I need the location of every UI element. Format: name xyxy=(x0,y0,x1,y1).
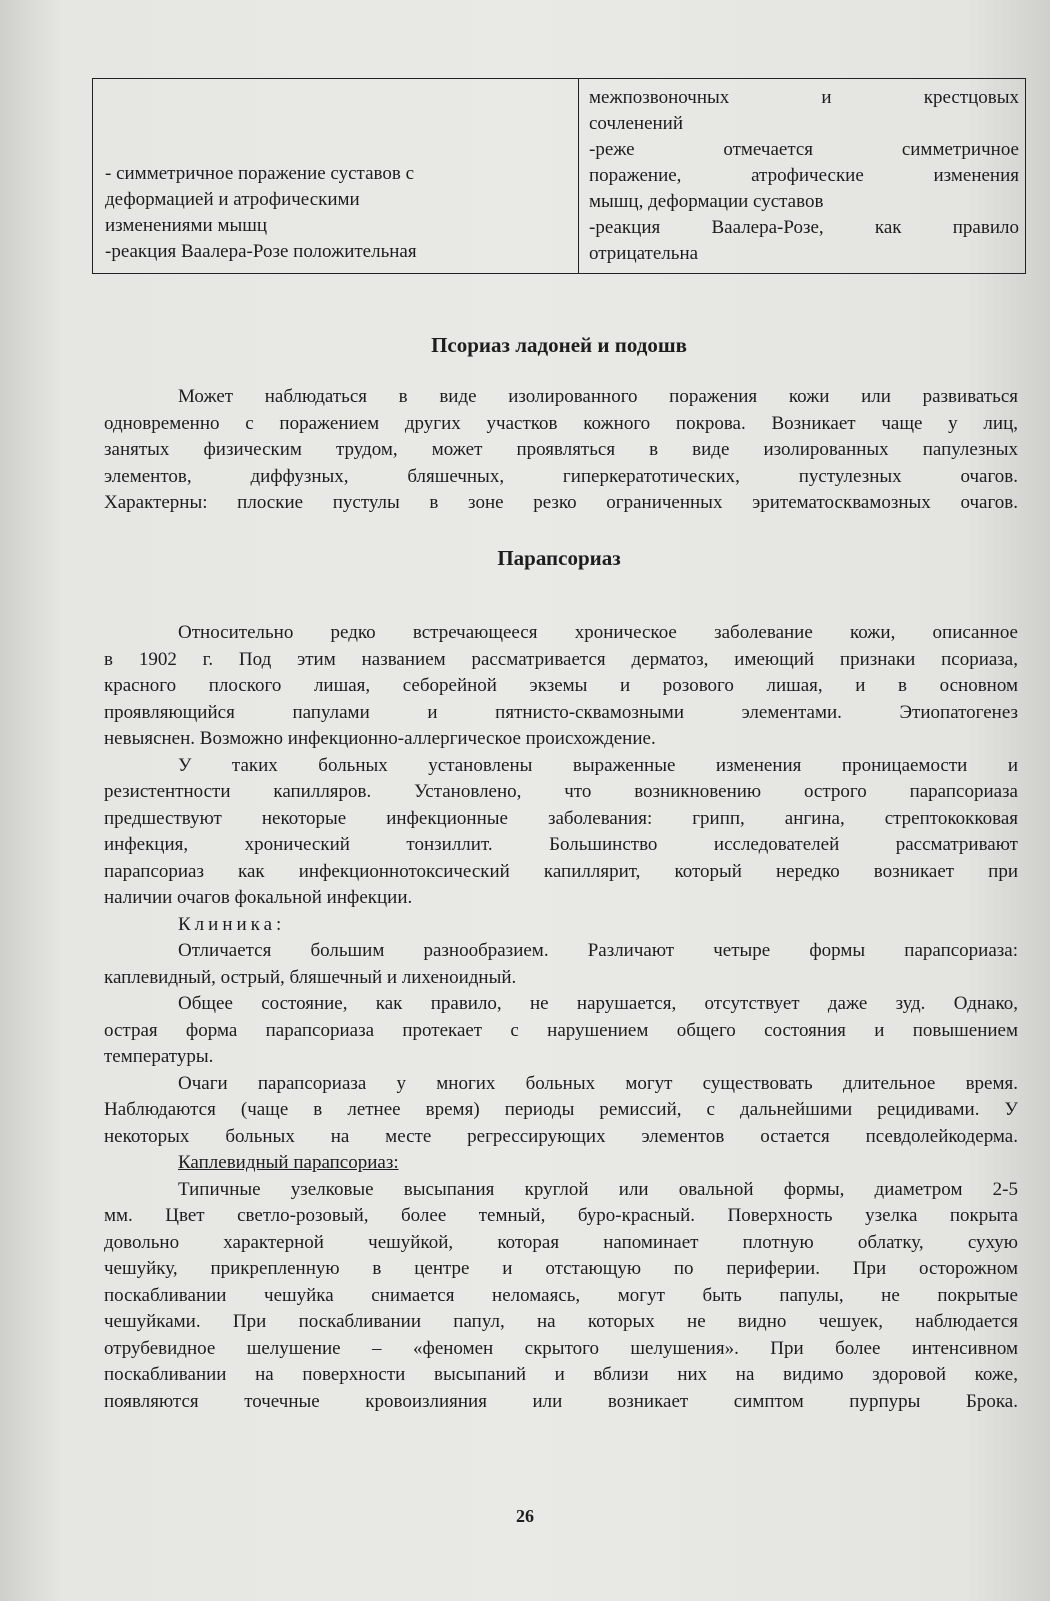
text-line: поскабливании чешуйка снимается неломаясь, могут быть папулы, не покрытые xyxy=(104,1284,1018,1306)
section-body-palms-psoriasis xyxy=(104,384,1018,517)
text-line: Типичные узелковые высыпания круглой или овальной формы, диаметром 2-5 xyxy=(178,1178,1018,1200)
text-line: резистентности капилляров. Установлено, что возникновению острого парапсориаза xyxy=(104,781,1018,802)
table-line: сочленений xyxy=(589,113,684,134)
text-line: Наблюдаются (чаще в летнее время) периоды ремиссий, с дальнейшими рецидивами. У xyxy=(104,1099,1018,1120)
text-line: У таких больных установлены выраженные изменения проницаемости и xyxy=(178,754,1018,776)
text-line: красного плоского лишая, себорейной экземы и розового лишая, и в основном xyxy=(104,675,1018,696)
text-line: Очаги парапсориаза у многих больных могут существовать длительное время. xyxy=(178,1072,1018,1094)
table-line: -реже отмечается симметричное xyxy=(589,139,1019,160)
section-title-palms-psoriasis: Псориаз ладоней и подошв xyxy=(431,333,687,357)
text-line: проявляющийся папулами и пятнисто-сквамозными элементами. Этиопатогенез xyxy=(104,701,1018,723)
text-line: чешуйками. При поскабливании папул, на которых не видно чешуек, наблюдается xyxy=(104,1311,1018,1332)
text-line: занятых физическим трудом, может проявляться в виде изолированных папулезных xyxy=(104,439,1018,460)
subheading-text: Каплевидный парапсориаз: xyxy=(178,1152,399,1173)
text-line: элементов, диффузных, бляшечных, гиперкератотических, пустулезных очагов. xyxy=(104,465,1018,487)
subheading-clinic: Клиника: xyxy=(178,913,286,935)
text-line: парапсориаз как инфекционнотоксический капиллярит, который нередко возникает при xyxy=(104,860,1018,882)
section-title-parapsoriasis: Парапсориаз xyxy=(497,546,621,570)
text-line: отрубевидное шелушение – «феномен скрытого шелушения». При более интенсивном xyxy=(104,1337,1018,1359)
table-line: -реакция Ваалера-Розе, как правило xyxy=(589,217,1019,238)
table-line: отрицательна xyxy=(589,243,699,264)
comparison-table xyxy=(92,78,1026,274)
text-line: температуры. xyxy=(104,1046,214,1067)
text-line: Относительно редко встречающееся хроническое заболевание кожи, описанное xyxy=(178,622,1018,643)
text-line: инфекция, хронический тонзиллит. Большинство исследователей рассматривают xyxy=(104,834,1018,855)
text-line: Может наблюдаться в виде изолированного поражения кожи или развиваться xyxy=(178,386,1018,407)
table-line: деформацией и атрофическими xyxy=(105,189,360,210)
text-line: Общее состояние, как правило, не нарушается, отсутствует даже зуд. Однако, xyxy=(178,993,1018,1014)
text-line: поскабливании на поверхности высыпаний и вблизи них на видимо здоровой коже, xyxy=(104,1364,1018,1385)
text-line: предшествуют некоторые инфекционные заболевания: грипп, ангина, стрептококковая xyxy=(104,807,1018,829)
text-line: в 1902 г. Под этим названием рассматривается дерматоз, имеющий признаки псориаза, xyxy=(104,648,1018,670)
page-number: 26 xyxy=(516,1506,534,1526)
table-line: - симметричное поражение суставов с xyxy=(105,163,415,184)
table-line: мышц, деформации суставов xyxy=(589,191,824,212)
text-line: мм. Цвет светло-розовый, более темный, буро-красный. Поверхность узелка покрыта xyxy=(104,1205,1018,1226)
section-body-parapsoriasis xyxy=(104,620,1018,1415)
text-line: довольно характерной чешуйкой, которая напоминает плотную облатку, сухую xyxy=(104,1231,1018,1253)
text-line: появляются точечные кровоизлияния или возникает симптом пурпуры Брока. xyxy=(104,1390,1018,1412)
text-line: Характерны: плоские пустулы в зоне резко ограниченных эритематосквамозных очагов. xyxy=(104,492,1018,513)
table-cell-right xyxy=(579,79,1025,273)
text-line: некоторых больных на месте регрессирующих элементов остается псевдолейкодерма. xyxy=(104,1125,1018,1147)
text-line: невыяснен. Возможно инфекционно-аллергическое происхождение. xyxy=(104,728,656,749)
text-line: острая форма парапсориаза протекает с нарушением общего состояния и повышением xyxy=(104,1019,1018,1041)
text-line: чешуйку, прикрепленную в центре и отстающую по периферии. При осторожном xyxy=(104,1258,1018,1279)
table-line: -реакция Ваалера-Розе положительная xyxy=(105,241,417,262)
text-line: Отличается большим разнообразием. Различают четыре формы парапсориаза: xyxy=(178,940,1018,961)
table-line: поражение, атрофические изменения xyxy=(589,165,1019,186)
table-cell-left xyxy=(93,79,579,273)
subheading-guttate-parapsoriasis xyxy=(104,1150,1018,1177)
table-line: изменениями мышц xyxy=(105,215,268,236)
text-line: одновременно с поражением других участков кожного покрова. Возникает чаще у лиц, xyxy=(104,412,1018,434)
text-line: каплевидный, острый, бляшечный и лихеноидный. xyxy=(104,966,517,988)
text-line: наличии очагов фокальной инфекции. xyxy=(104,887,413,908)
table-line: межпозвоночных и крестцовых xyxy=(589,87,1019,108)
